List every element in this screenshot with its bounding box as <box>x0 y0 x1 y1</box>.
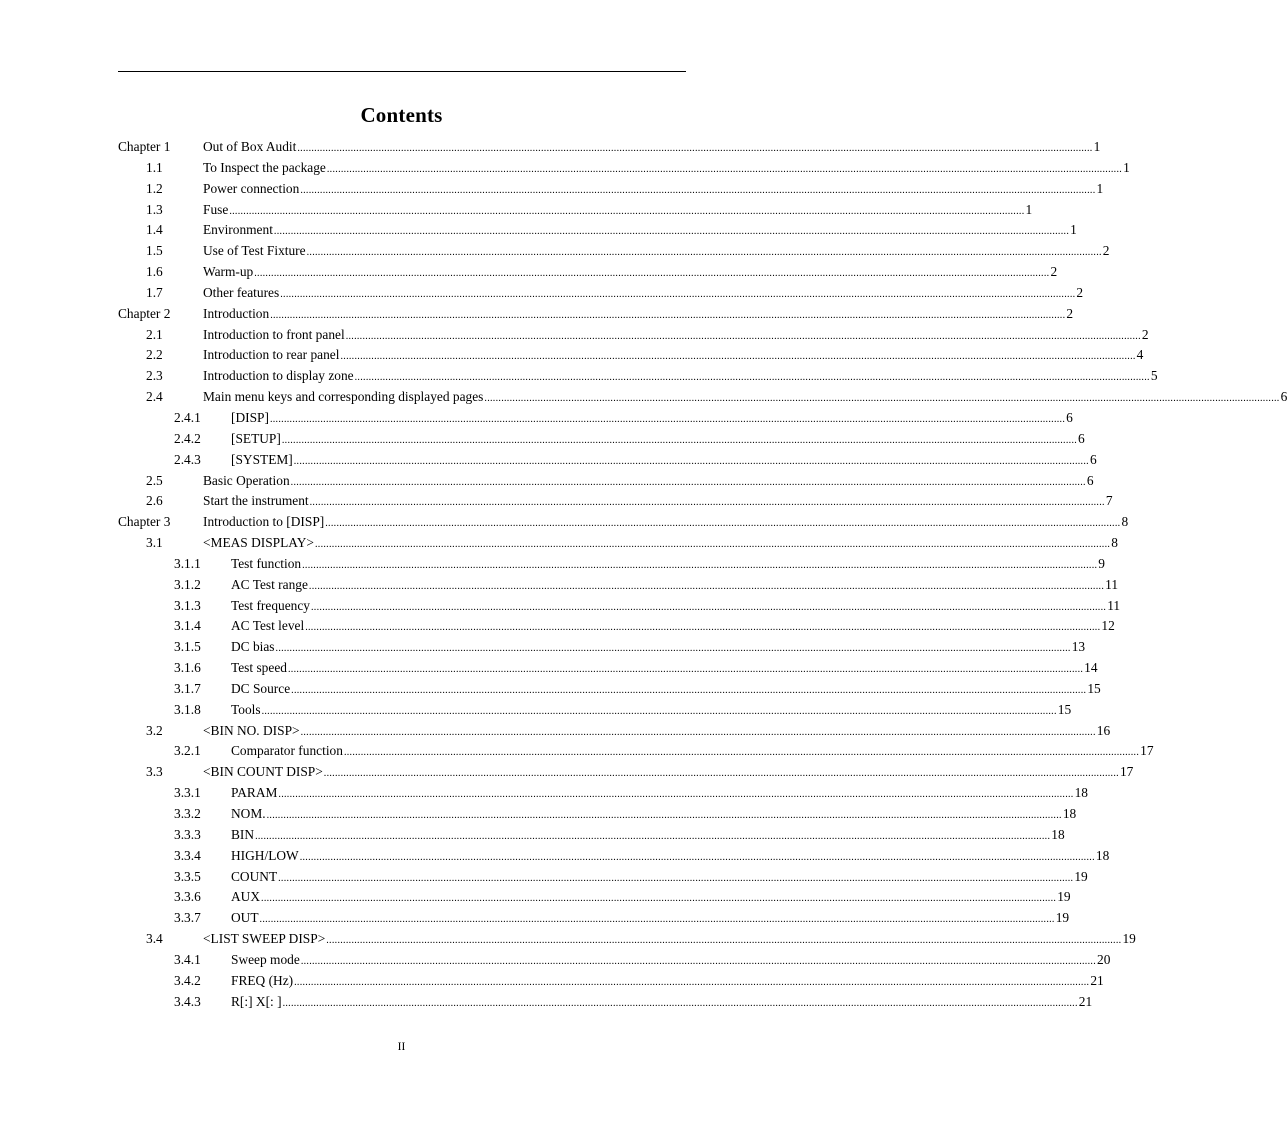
toc-entry-line <box>203 721 1111 744</box>
toc-entry-number: 3.3.5 <box>174 868 201 884</box>
toc-entry-title: Basic Operation <box>203 472 290 488</box>
toc-entry-title: To Inspect the package <box>203 159 326 175</box>
toc-dot-leader: ............................................................................................................................................................................................................................................................................................ <box>305 622 1101 634</box>
toc-entry-line <box>231 971 1104 994</box>
toc-entry-subsection[interactable] <box>118 783 1088 804</box>
toc-entry-number: 1.3 <box>146 201 163 217</box>
toc-entry-title: Introduction to display zone <box>203 368 354 384</box>
toc-entry-number: 2.2 <box>146 347 163 363</box>
toc-dot-leader: ............................................................................................................................................................................................................................................................................................ <box>255 830 1051 842</box>
toc-entry-section[interactable] <box>118 533 1118 554</box>
toc-entry-subsection[interactable] <box>118 554 1105 575</box>
toc-entry-subsection[interactable] <box>118 658 1098 679</box>
toc-page-number: 15 <box>1057 701 1072 717</box>
toc-entry-number: 2.3 <box>146 368 163 384</box>
toc-page-number: 16 <box>1096 722 1111 738</box>
toc-entry-number: 3.1.8 <box>174 701 201 717</box>
toc-dot-leader: ............................................................................................................................................................................................................................................................................................ <box>273 226 1070 238</box>
toc-entry-subsection[interactable] <box>118 450 1097 471</box>
toc-entry-title: DC bias <box>231 639 275 655</box>
toc-entry-title: DC Source <box>231 680 291 696</box>
toc-entry-number: 3.1.7 <box>174 680 201 696</box>
toc-entry-section[interactable] <box>118 283 1084 304</box>
toc-dot-leader: ............................................................................................................................................................................................................................................................................................ <box>281 434 1078 446</box>
toc-dot-leader: ............................................................................................................................................................................................................................................................................................ <box>311 601 1107 613</box>
toc-entry-line <box>231 846 1110 869</box>
toc-entry-number: 3.3 <box>146 764 163 780</box>
toc-entry-number: 3.1.3 <box>174 597 201 613</box>
toc-page-number: 19 <box>1122 931 1136 947</box>
toc-entry-line <box>203 491 1113 514</box>
toc-entry-number: 1.5 <box>146 243 163 259</box>
toc-page-number: 19 <box>1055 910 1070 926</box>
toc-entry-section[interactable] <box>118 471 1094 492</box>
toc-entry-line <box>203 762 1134 785</box>
toc-entry-number: 3.1.5 <box>174 639 201 655</box>
toc-dot-leader: ............................................................................................................................................................................................................................................................................................ <box>270 309 1066 321</box>
toc-dot-leader: ............................................................................................................................................................................................................................................................................................ <box>287 664 1084 676</box>
toc-dot-leader: ............................................................................................................................................................................................................................................................................................ <box>306 247 1102 259</box>
toc-entry-section[interactable] <box>118 262 1058 283</box>
toc-entry-number: 3.3.2 <box>174 806 201 821</box>
toc-page-number: 7 <box>1105 493 1113 509</box>
toc-dot-leader: ............................................................................................................................................................................................................................................................................................ <box>309 497 1105 509</box>
toc-entry-line <box>203 179 1104 202</box>
toc-dot-leader: ............................................................................................................................................................................................................................................................................................ <box>275 643 1071 655</box>
toc-entry-title: Warm-up <box>203 264 254 280</box>
toc-page-number: 6 <box>1280 389 1287 405</box>
toc-entry-title: Test function <box>231 555 302 571</box>
toc-entry-number: 2.5 <box>146 472 163 488</box>
toc-dot-leader: ............................................................................................................................................................................................................................................................................................ <box>261 893 1057 905</box>
toc-entry-subsection[interactable] <box>118 429 1085 450</box>
page-number-footer: II <box>397 1041 406 1053</box>
toc-entry-subsection[interactable] <box>118 992 1093 1013</box>
toc-page-number: 18 <box>1095 847 1110 863</box>
toc-dot-leader: ............................................................................................................................................................................................................................................................................................ <box>302 559 1098 571</box>
toc-entry-section[interactable] <box>118 929 1136 950</box>
toc-entry-number: 1.2 <box>146 180 163 196</box>
toc-entry-number: 1.1 <box>146 159 163 175</box>
toc-dot-leader: ............................................................................................................................................................................................................................................................................................ <box>345 330 1141 342</box>
toc-dot-leader: ............................................................................................................................................................................................................................................................................................ <box>229 205 1025 217</box>
toc-entry-section[interactable] <box>118 721 1111 742</box>
toc-entry-title: Sweep mode <box>231 951 300 967</box>
toc-entry-number: 3.1.6 <box>174 660 201 676</box>
toc-entry-title: [SYSTEM] <box>231 451 293 467</box>
toc-entry-line <box>231 679 1101 702</box>
toc-dot-leader: ............................................................................................................................................................................................................................................................................................ <box>308 580 1105 592</box>
toc-page-number: 4 <box>1136 347 1144 363</box>
toc-entry-subsection[interactable] <box>118 596 1121 617</box>
toc-entry-title: Test speed <box>231 660 287 676</box>
toc-page-number: 11 <box>1105 576 1119 592</box>
toc-entry-line <box>231 429 1085 452</box>
toc-page-number: 1 <box>1093 139 1101 154</box>
toc-entry-title: R[:] X[: ] <box>231 993 282 1009</box>
toc-entry-number: 3.4.3 <box>174 993 201 1009</box>
toc-page-number: 1 <box>1070 222 1077 238</box>
toc-entry-subsection[interactable] <box>118 637 1086 658</box>
toc-entry-number: 3.4.2 <box>174 972 201 988</box>
toc-entry-title: Introduction to rear panel <box>203 347 340 363</box>
toc-page-number: 8 <box>1121 514 1129 530</box>
toc-entry-line <box>203 929 1136 952</box>
toc-dot-leader: ............................................................................................................................................................................................................................................................................................ <box>340 351 1136 363</box>
toc-entry-number: 1.6 <box>146 264 163 280</box>
toc-entry-title: HIGH/LOW <box>231 847 299 863</box>
toc-entry-number: 3.1.4 <box>174 618 201 634</box>
toc-dot-leader: ............................................................................................................................................................................................................................................................................................ <box>282 997 1078 1009</box>
table-of-contents <box>118 137 1287 1012</box>
toc-dot-leader: ............................................................................................................................................................................................................................................................................................ <box>278 789 1074 801</box>
toc-dot-leader: ............................................................................................................................................................................................................................................................................................ <box>254 268 1050 280</box>
toc-entry-number: 3.2.1 <box>174 743 201 759</box>
toc-entry-line <box>203 325 1149 348</box>
toc-entry-title: Tools <box>231 701 261 717</box>
toc-page-number: 2 <box>1141 326 1149 342</box>
toc-dot-leader: ............................................................................................................................................................................................................................................................................................ <box>269 413 1066 425</box>
toc-entry-subsection[interactable] <box>118 971 1104 992</box>
toc-page-number: 20 <box>1097 951 1111 967</box>
toc-entry-title: Main menu keys and corresponding displayed pages <box>203 389 484 405</box>
toc-entry-line <box>231 804 1077 827</box>
toc-entry-number: 2.6 <box>146 493 163 509</box>
toc-entry-line <box>231 950 1111 973</box>
toc-entry-section[interactable] <box>118 366 1158 387</box>
toc-entry-line <box>203 533 1118 556</box>
toc-page-number: 6 <box>1066 409 1073 425</box>
toc-entry-number: Chapter 1 <box>118 139 171 154</box>
toc-entry-line <box>203 158 1130 181</box>
toc-page-number: 2 <box>1050 264 1058 280</box>
toc-page-number: 13 <box>1071 639 1086 655</box>
toc-dot-leader: ............................................................................................................................................................................................................................................................................................ <box>300 184 1096 196</box>
toc-page-number: 1 <box>1096 180 1104 196</box>
toc-entry-line <box>231 450 1097 473</box>
toc-entry-title: FREQ (Hz) <box>231 972 294 988</box>
toc-entry-title: Other features <box>203 284 280 300</box>
toc-dot-leader: ............................................................................................................................................................................................................................................................................................ <box>326 935 1122 947</box>
toc-entry-number: 3.4 <box>146 931 163 947</box>
toc-entry-subsection[interactable] <box>118 846 1110 867</box>
toc-entry-title: <BIN COUNT DISP> <box>203 764 323 780</box>
toc-entry-title: Introduction <box>203 305 270 321</box>
toc-entry-line <box>231 575 1119 598</box>
toc-entry-title: PARAM <box>231 785 278 801</box>
toc-entry-line <box>231 908 1070 931</box>
toc-entry-section[interactable] <box>118 179 1104 200</box>
toc-page-number: 12 <box>1101 618 1115 634</box>
toc-page-number: 5 <box>1150 368 1158 384</box>
toc-page-number: 15 <box>1087 680 1101 696</box>
toc-entry-subsection[interactable] <box>118 679 1101 700</box>
toc-entry-section[interactable] <box>118 325 1149 346</box>
toc-entry-title: OUT <box>231 910 259 926</box>
toc-dot-leader: ............................................................................................................................................................................................................................................................................................ <box>291 684 1087 696</box>
toc-entry-subsection[interactable] <box>118 741 1154 762</box>
toc-entry-line <box>203 220 1077 243</box>
toc-entry-number: 2.1 <box>146 326 163 342</box>
toc-dot-leader: ............................................................................................................................................................................................................................................................................................ <box>261 705 1057 717</box>
toc-page-number: 18 <box>1074 785 1088 801</box>
toc-entry-subsection[interactable] <box>118 908 1070 929</box>
toc-entry-line <box>231 887 1071 910</box>
toc-entry-subsection[interactable] <box>118 867 1088 888</box>
toc-entry-section[interactable] <box>118 200 1033 221</box>
toc-dot-leader: ............................................................................................................................................................................................................................................................................................ <box>299 851 1095 863</box>
toc-page-number: 6 <box>1086 472 1094 488</box>
toc-page-number: 19 <box>1057 889 1071 905</box>
toc-page-number: 6 <box>1089 451 1097 467</box>
toc-entry-line <box>231 992 1093 1015</box>
toc-entry-title: Use of Test Fixture <box>203 243 306 259</box>
toc-entry-line <box>231 783 1088 806</box>
toc-entry-number: 3.3.4 <box>174 847 201 863</box>
toc-page-number: 2 <box>1066 305 1074 321</box>
toc-entry-title: BIN <box>231 826 255 842</box>
toc-page-number: 2 <box>1076 284 1084 300</box>
toc-entry-title: AUX <box>231 889 261 905</box>
toc-entry-line <box>203 471 1094 494</box>
toc-page-number: 18 <box>1051 826 1065 842</box>
toc-page-number: 8 <box>1111 535 1118 551</box>
toc-entry-title: Environment <box>203 222 273 238</box>
header-rule <box>118 71 686 72</box>
toc-entry-title: [DISP] <box>231 409 269 425</box>
toc-page-number: 2 <box>1102 243 1110 259</box>
toc-entry-number: 1.4 <box>146 222 163 238</box>
toc-entry-title: Start the instrument <box>203 493 309 509</box>
toc-entry-section[interactable] <box>118 345 1144 366</box>
toc-entry-line <box>231 596 1121 619</box>
toc-page-number: 1 <box>1025 201 1033 217</box>
toc-entry-section[interactable] <box>118 387 1287 408</box>
toc-dot-leader: ............................................................................................................................................................................................................................................................................................ <box>266 810 1062 821</box>
toc-entry-line <box>203 137 1101 160</box>
toc-entry-line <box>231 867 1088 890</box>
toc-entry-line <box>203 345 1144 368</box>
toc-entry-number: 2.4.1 <box>174 409 201 425</box>
toc-dot-leader: ............................................................................................................................................................................................................................................................................................ <box>484 393 1280 405</box>
toc-entry-number: Chapter 3 <box>118 514 171 530</box>
toc-dot-leader: ............................................................................................................................................................................................................................................................................................ <box>297 143 1093 154</box>
toc-entry-title: Test frequency <box>231 597 310 613</box>
toc-dot-leader: ............................................................................................................................................................................................................................................................................................ <box>343 747 1140 759</box>
toc-dot-leader: ............................................................................................................................................................................................................................................................................................ <box>290 476 1086 488</box>
toc-page-number: 18 <box>1062 806 1077 821</box>
toc-entry-title: Comparator function <box>231 743 343 759</box>
toc-entry-number: 3.1.2 <box>174 576 201 592</box>
toc-dot-leader: ............................................................................................................................................................................................................................................................................................ <box>259 914 1055 926</box>
toc-entry-subsection[interactable] <box>118 825 1065 846</box>
toc-entry-line <box>203 512 1129 535</box>
toc-entry-chapter[interactable] <box>118 304 1074 325</box>
toc-dot-leader: ............................................................................................................................................................................................................................................................................................ <box>300 726 1096 738</box>
toc-entry-title: Introduction to front panel <box>203 326 345 342</box>
toc-entry-title: <MEAS DISPLAY> <box>203 535 314 551</box>
toc-entry-number: 3.3.1 <box>174 785 201 801</box>
toc-page-number: 21 <box>1090 972 1104 988</box>
toc-page-number: 9 <box>1098 555 1105 571</box>
toc-entry-line <box>203 304 1074 327</box>
toc-entry-title: COUNT <box>231 868 278 884</box>
toc-entry-section[interactable] <box>118 220 1077 241</box>
toc-entry-subsection[interactable] <box>118 575 1119 596</box>
toc-dot-leader: ............................................................................................................................................................................................................................................................................................ <box>300 955 1097 967</box>
toc-entry-number: 3.2 <box>146 722 163 738</box>
toc-entry-title: Power connection <box>203 180 300 196</box>
toc-entry-title: Out of Box Audit <box>203 139 297 154</box>
toc-entry-line <box>231 825 1065 848</box>
toc-dot-leader: ............................................................................................................................................................................................................................................................................................ <box>354 372 1150 384</box>
toc-entry-number: 3.3.6 <box>174 889 201 905</box>
toc-entry-line <box>203 241 1110 264</box>
toc-entry-number: 3.4.1 <box>174 951 201 967</box>
toc-entry-line <box>231 741 1154 764</box>
toc-entry-line <box>203 262 1058 285</box>
toc-entry-number: 3.1 <box>146 535 163 551</box>
toc-entry-number: 2.4 <box>146 389 163 405</box>
toc-page-number: 11 <box>1107 597 1121 613</box>
toc-entry-number: 2.4.2 <box>174 430 201 446</box>
toc-entry-line <box>203 283 1084 306</box>
toc-entry-subsection[interactable] <box>118 950 1111 971</box>
toc-entry-section[interactable] <box>118 158 1130 179</box>
toc-entry-title: <LIST SWEEP DISP> <box>203 931 326 947</box>
toc-page-number: 21 <box>1078 993 1093 1009</box>
toc-entry-subsection[interactable] <box>118 408 1073 429</box>
toc-entry-chapter[interactable] <box>118 137 1101 158</box>
toc-entry-line <box>231 658 1098 681</box>
toc-entry-title: NOM. <box>231 806 266 821</box>
toc-entry-line <box>231 637 1086 660</box>
toc-entry-line <box>203 366 1158 389</box>
toc-entry-number: 2.4.3 <box>174 451 201 467</box>
toc-entry-number: 3.3.3 <box>174 826 201 842</box>
toc-entry-title: AC Test level <box>231 618 305 634</box>
toc-page-number: 17 <box>1140 743 1154 759</box>
toc-entry-line <box>203 200 1033 223</box>
toc-dot-leader: ............................................................................................................................................................................................................................................................................................ <box>323 768 1119 780</box>
toc-entry-title: AC Test range <box>231 576 308 592</box>
toc-entry-line <box>231 616 1115 639</box>
toc-page-number: 1 <box>1123 159 1130 175</box>
toc-entry-number: 3.3.7 <box>174 910 201 926</box>
toc-page-number: 14 <box>1084 660 1098 676</box>
toc-entry-line <box>231 554 1105 577</box>
toc-entry-title: Introduction to [DISP] <box>203 514 325 530</box>
toc-entry-section[interactable] <box>118 241 1110 262</box>
toc-dot-leader: ............................................................................................................................................................................................................................................................................................ <box>325 518 1121 530</box>
toc-dot-leader: ............................................................................................................................................................................................................................................................................................ <box>314 539 1111 551</box>
toc-entry-line <box>231 700 1072 723</box>
toc-entry-number: Chapter 2 <box>118 305 171 321</box>
toc-entry-line <box>203 387 1287 410</box>
toc-entry-line <box>231 408 1073 431</box>
toc-entry-section[interactable] <box>118 762 1134 783</box>
toc-entry-subsection[interactable] <box>118 700 1072 721</box>
toc-entry-title: <BIN NO. DISP> <box>203 722 300 738</box>
toc-dot-leader: ............................................................................................................................................................................................................................................................................................ <box>293 455 1089 467</box>
toc-entry-number: 1.7 <box>146 284 163 300</box>
toc-page-number: 19 <box>1074 868 1088 884</box>
toc-entry-section[interactable] <box>118 491 1113 512</box>
toc-dot-leader: ............................................................................................................................................................................................................................................................................................ <box>326 163 1123 175</box>
toc-entry-number: 3.1.1 <box>174 555 201 571</box>
toc-dot-leader: ............................................................................................................................................................................................................................................................................................ <box>280 288 1076 300</box>
toc-dot-leader: ............................................................................................................................................................................................................................................................................................ <box>278 872 1074 884</box>
toc-entry-subsection[interactable] <box>118 616 1115 637</box>
toc-entry-chapter[interactable] <box>118 512 1129 533</box>
toc-dot-leader: ............................................................................................................................................................................................................................................................................................ <box>294 976 1090 988</box>
toc-entry-title: Fuse <box>203 201 229 217</box>
toc-page-number: 17 <box>1119 764 1134 780</box>
toc-page-number: 6 <box>1078 430 1085 446</box>
toc-entry-title: [SETUP] <box>231 430 281 446</box>
toc-entry-subsection[interactable] <box>118 887 1071 908</box>
toc-entry-subsection[interactable] <box>118 804 1077 825</box>
page-title: Contents <box>360 103 443 127</box>
